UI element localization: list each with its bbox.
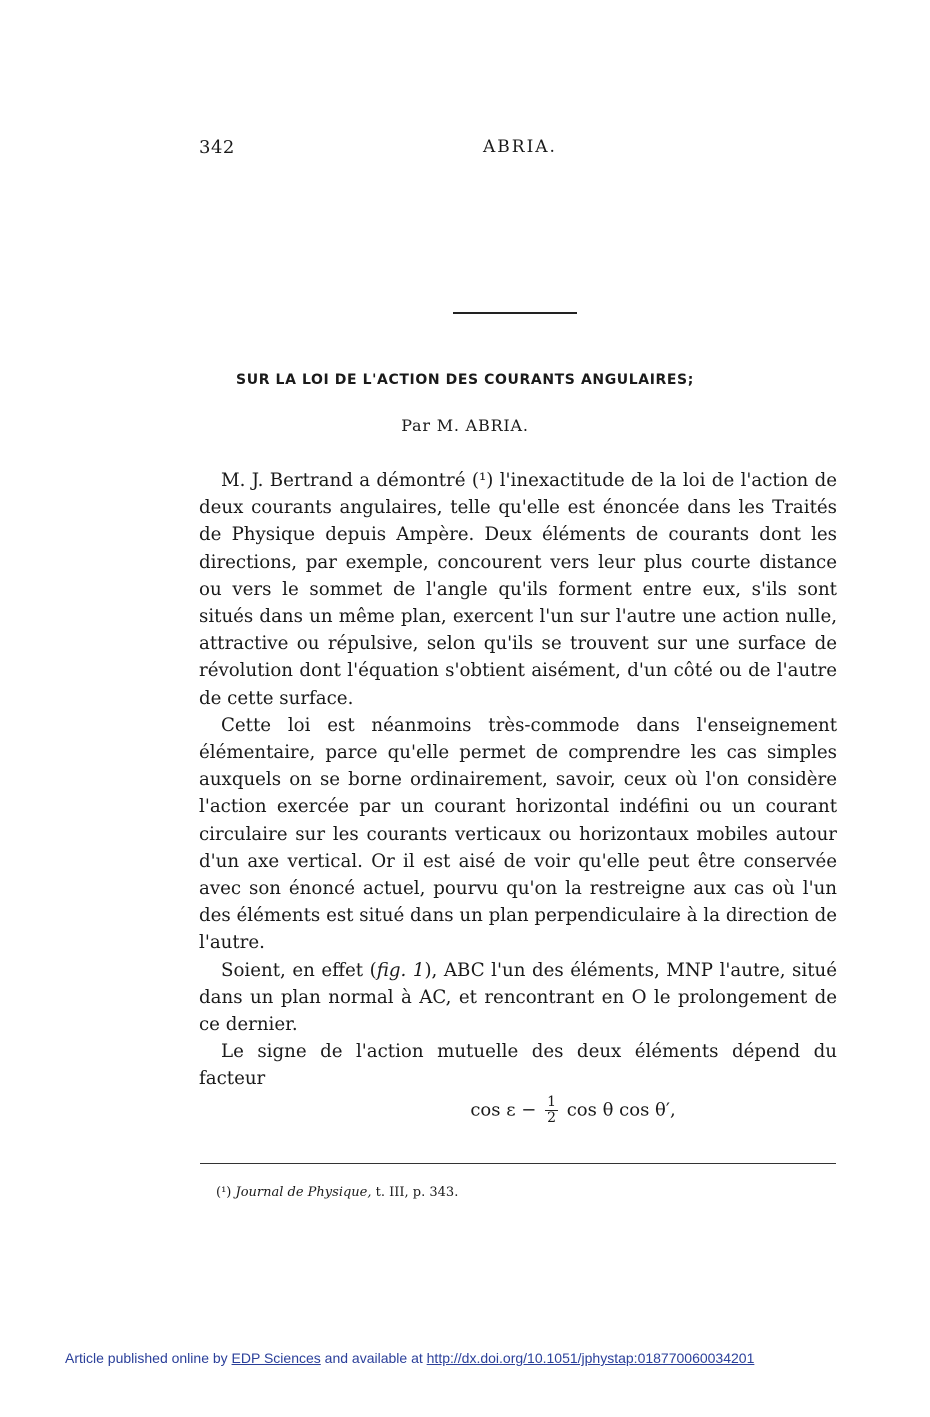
footnote-journal: Journal de Physique,	[235, 1185, 372, 1200]
article-title: SUR LA LOI DE L'ACTION DES COURANTS ANGULAIRES;	[236, 372, 694, 388]
paragraph-4: Le signe de l'action mutuelle des deux éléments dépend du facteur	[199, 1041, 837, 1090]
paragraph-2: Cette loi est néanmoins très-commode dans l'enseignement élémentaire, parce qu'elle permet de comprendre les cas simples auxquels on se borne ordinairement, savoir, ceux où l'on considère l'action exercée par un courant horizontal indéfini ou un courant circulaire sur les courants verticaux ou horizontaux mobiles autour d'un axe vertical. Or il est aisé de voir qu'elle peut être conservée avec son énoncé actuel, pourvu qu'on la restreigne aux cas où l'un des éléments est situé dans un plan perpendiculaire à la direction de l'autre.	[199, 714, 837, 954]
formula	[309, 1095, 837, 1126]
publisher-link[interactable]: EDP Sciences	[231, 1350, 321, 1366]
fraction-denominator: 2	[547, 1109, 556, 1126]
article-body	[199, 467, 837, 1126]
footer-prefix: Article published online by	[65, 1350, 228, 1366]
paragraph-3	[199, 957, 837, 1039]
footnote-marker: (¹)	[216, 1185, 232, 1200]
publication-footer	[65, 1350, 754, 1366]
running-head: ABRIA.	[483, 137, 557, 157]
footnote	[216, 1185, 458, 1200]
paragraph-3-start: Soient, en effet (	[221, 959, 377, 981]
author-byline: Par M. ABRIA.	[401, 416, 529, 435]
footer-middle: and available at	[324, 1350, 423, 1366]
formula-left: cos ε −	[470, 1099, 537, 1121]
doi-link[interactable]: http://dx.doi.org/10.1051/jphystap:018770060034201	[426, 1350, 755, 1366]
figure-reference: fig. 1	[376, 959, 425, 981]
title-divider	[453, 312, 577, 314]
footnote-reference: t. III, p. 343.	[375, 1185, 459, 1200]
page-number: 342	[199, 137, 235, 158]
fraction-numerator: 1	[547, 1093, 556, 1110]
formula-fraction	[545, 1095, 558, 1126]
footnote-divider	[200, 1163, 836, 1164]
paragraph-3-end: ), ABC l'un des éléments, MNP l'autre, situé dans un plan normal à AC, et rencontrant en O le prolongement de ce dernier.	[199, 959, 837, 1036]
formula-right: cos θ cos θ′,	[566, 1099, 676, 1121]
paragraph-1: M. J. Bertrand a démontré (¹) l'inexactitude de la loi de l'action de deux courants angulaires, telle qu'elle est énoncée dans les Traités de Physique depuis Ampère. Deux éléments de courants dont les directions, par exemple, concourent vers leur plus courte distance ou vers le sommet de l'angle qu'ils forment entre eux, s'ils sont situés dans un même plan, exercent l'un sur l'autre une action nulle, attractive ou répulsive, selon qu'ils se trouvent sur une surface de révolution dont l'équation s'obtient aisément, d'un côté ou de l'autre de cette surface.	[199, 470, 837, 709]
